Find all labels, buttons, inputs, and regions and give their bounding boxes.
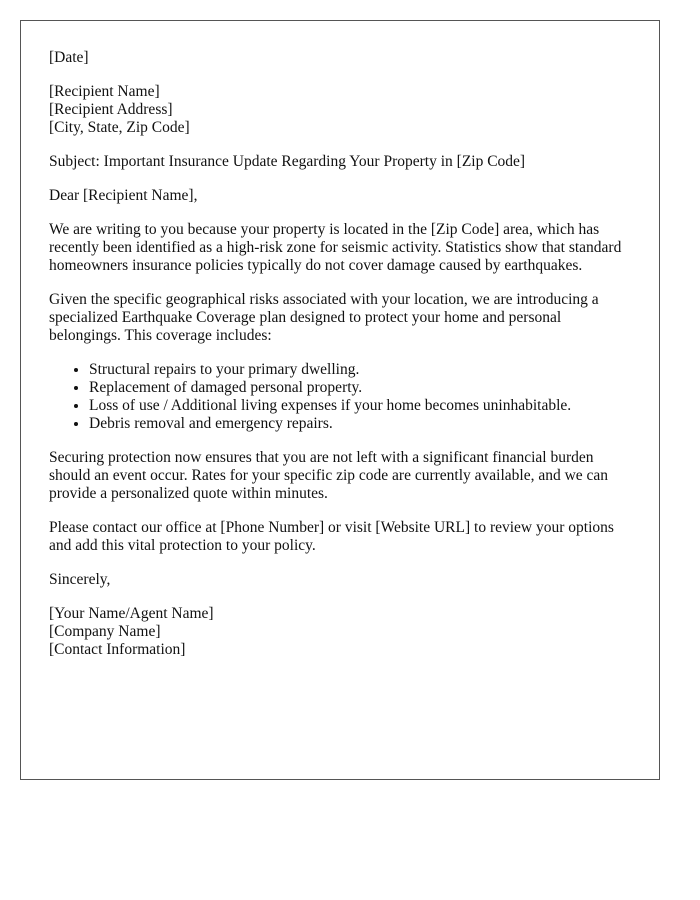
subject-line: Subject: Important Insurance Update Regarding Your Property in [Zip Code] xyxy=(49,153,526,170)
signature-block xyxy=(49,605,631,659)
date-line xyxy=(49,49,631,67)
signature-company: [Company Name] xyxy=(49,623,161,640)
signature-name: [Your Name/Agent Name] xyxy=(49,605,214,622)
recipient-city-state-zip: [City, State, Zip Code] xyxy=(49,119,190,136)
protection-paragraph: Securing protection now ensures that you are not left with a significant financial burden should an event occur. Rates for your specific zip code are currently available, and we can provide a personalized quote within minutes. xyxy=(49,449,609,502)
coverage-list xyxy=(49,361,631,433)
coverage-item: • Loss of use / Additional living expenses if your home becomes uninhabitable. xyxy=(89,397,631,415)
recipient-address: [Recipient Address] xyxy=(49,101,173,118)
contact-paragraph: Please contact our office at [Phone Number] or visit [Website URL] to review your options and add this vital protection to your policy. xyxy=(49,519,614,554)
coverage-item: • Structural repairs to your primary dwelling. xyxy=(89,361,631,379)
sign-off: Sincerely, xyxy=(49,571,111,588)
letter-page xyxy=(20,20,660,780)
recipient-block xyxy=(49,83,631,137)
coverage-intro-paragraph: Given the specific geographical risks associated with your location, we are introducing a specialized Earthquake Coverage plan designed to protect your home and personal belongings. This coverage includes: xyxy=(49,291,599,344)
intro-paragraph: We are writing to you because your property is located in the [Zip Code] area, which has recently been identified as a high-risk zone for seismic activity. Statistics show that standard homeowners insurance policies typically do not cover damage caused by earthquakes. xyxy=(49,221,622,274)
recipient-name: [Recipient Name] xyxy=(49,83,160,100)
coverage-item: • Debris removal and emergency repairs. xyxy=(89,415,631,433)
signature-contact: [Contact Information] xyxy=(49,641,186,658)
letter-date: [Date] xyxy=(49,49,89,66)
salutation: Dear [Recipient Name], xyxy=(49,187,198,204)
coverage-item: • Replacement of damaged personal property. xyxy=(89,379,631,397)
